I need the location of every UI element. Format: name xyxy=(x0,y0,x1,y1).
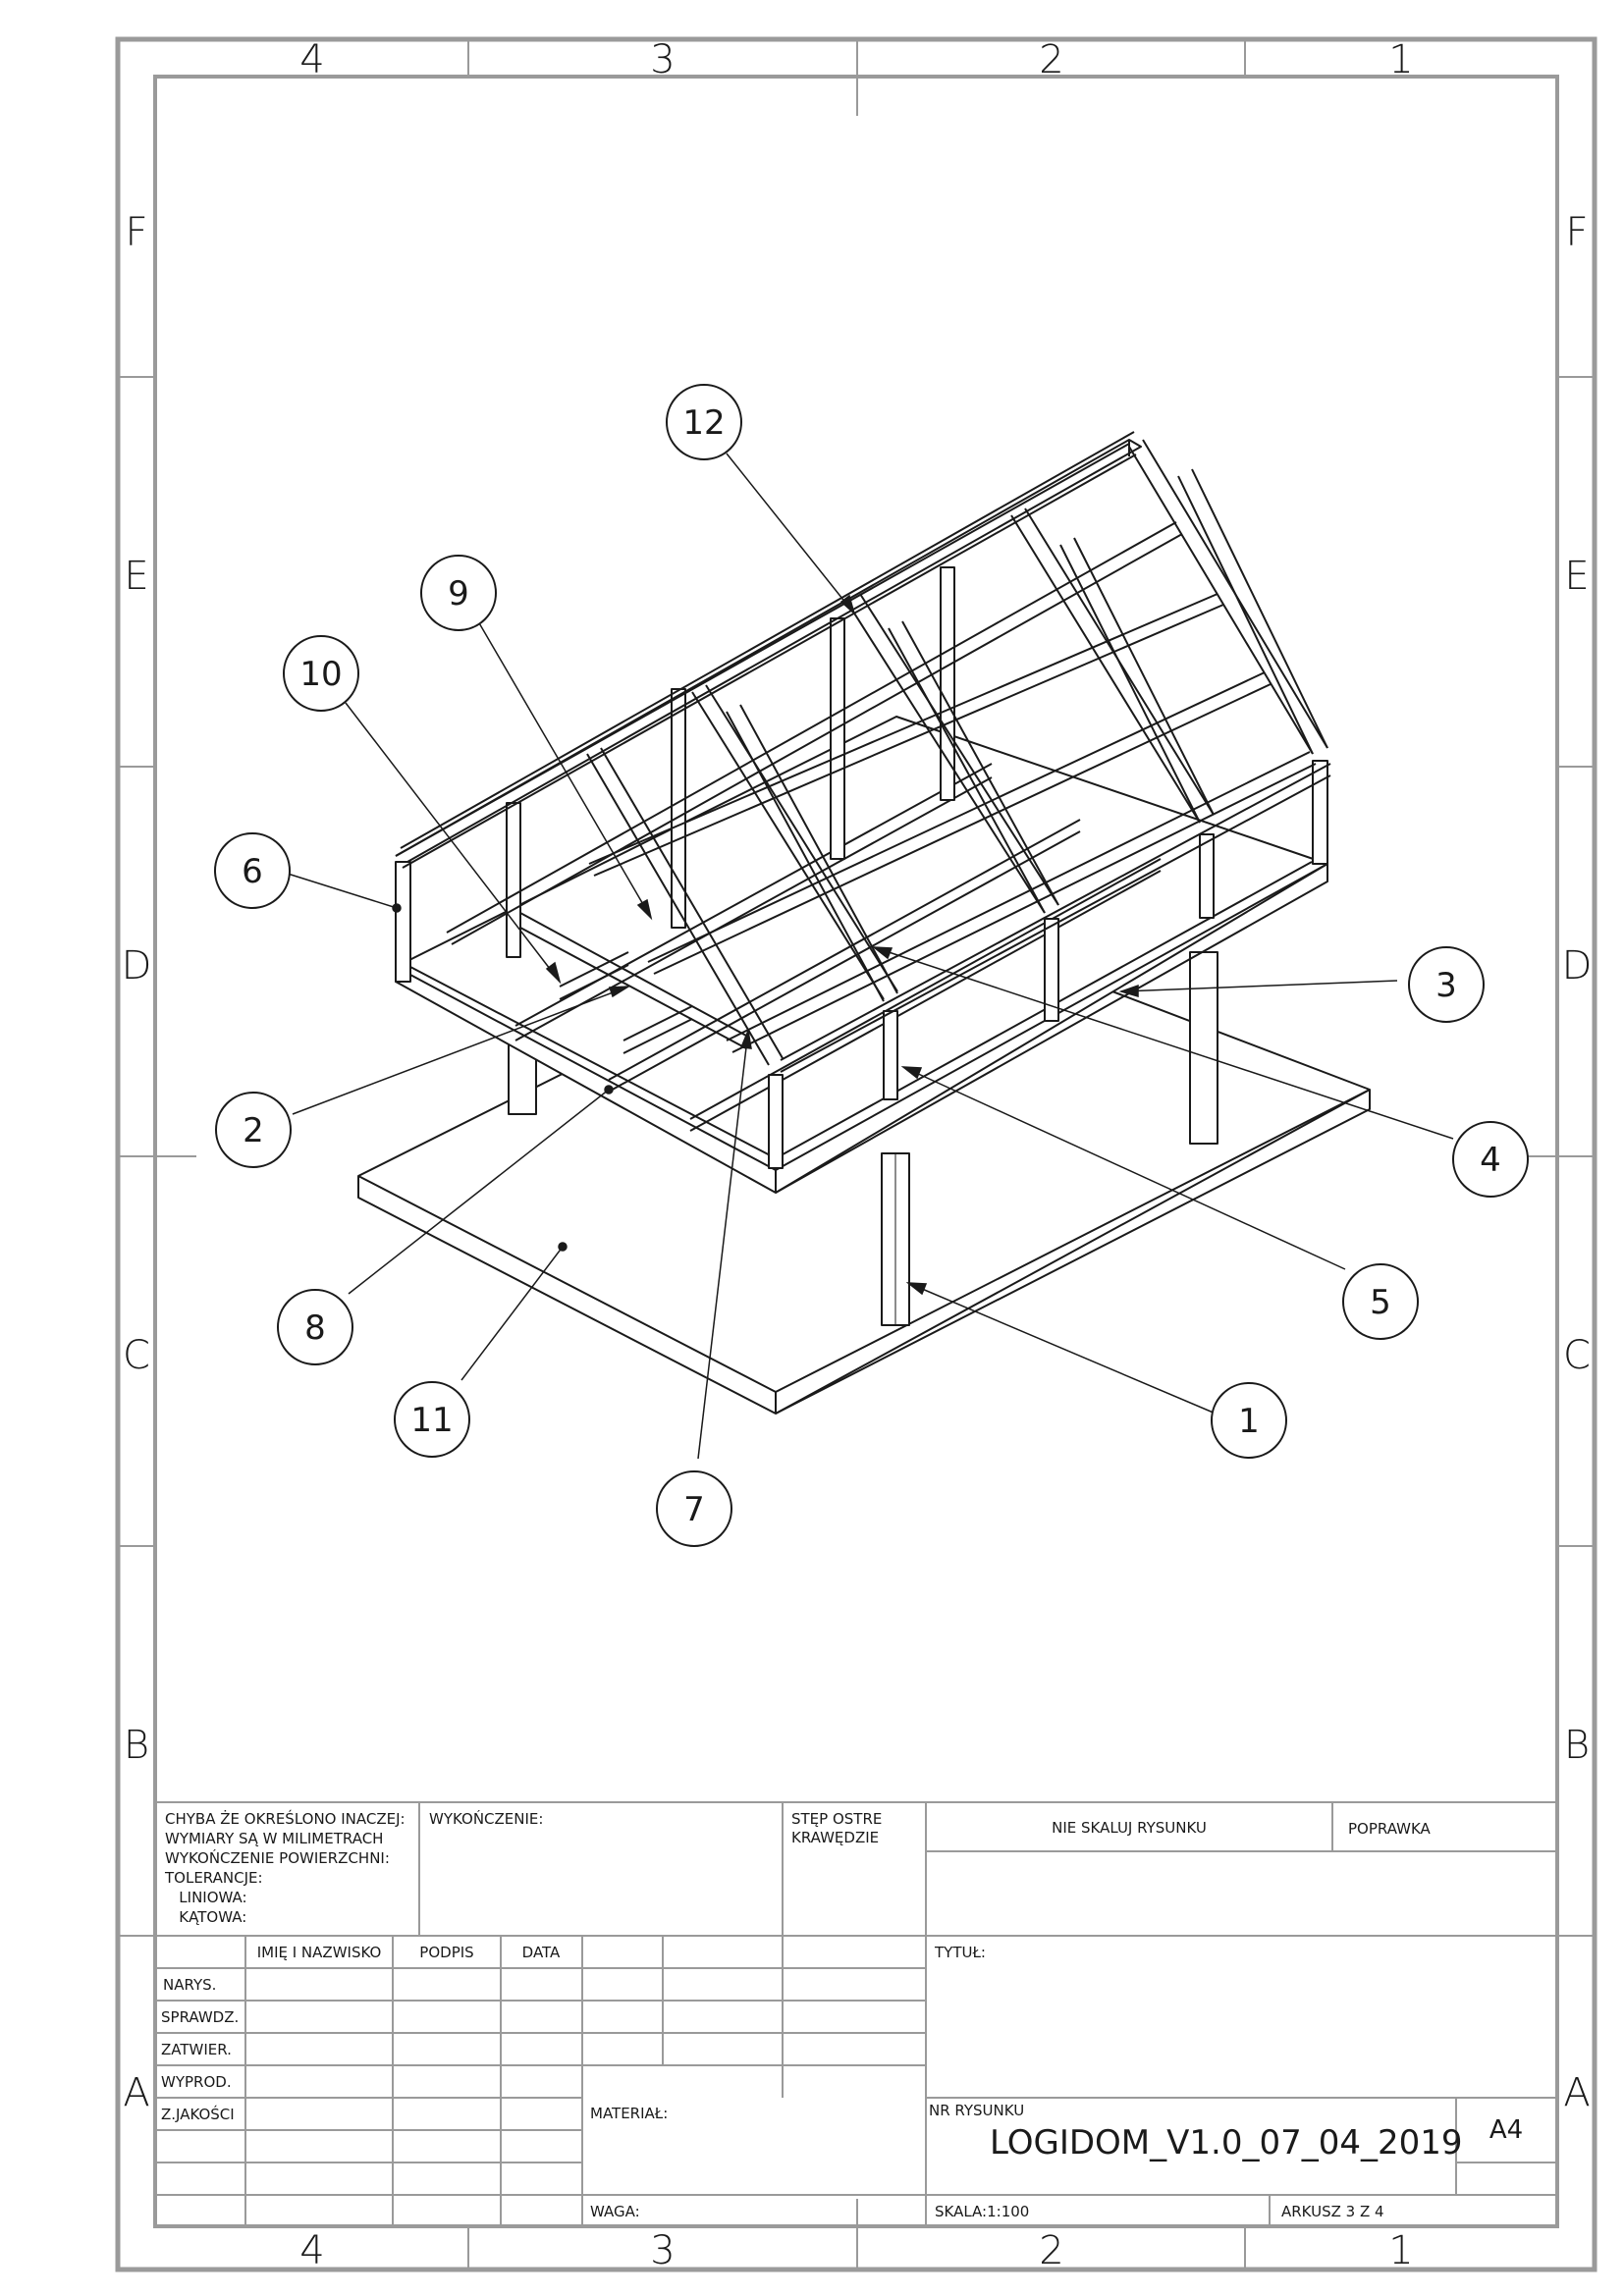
zone-row-left-E: E xyxy=(124,554,149,599)
col-header-name: IMIĘ I NAZWISKO xyxy=(256,1944,382,1961)
role-drawn: NARYS. xyxy=(163,1976,217,1994)
drawing-number: LOGIDOM_V1.0_07_04_2019 xyxy=(990,2123,1463,2163)
balloon-7: 7 xyxy=(683,1490,705,1529)
balloon-3: 3 xyxy=(1435,966,1457,1005)
zone-row-right-E: E xyxy=(1564,554,1590,599)
note-line-2: WYMIARY SĄ W MILIMETRACH xyxy=(165,1830,384,1847)
zone-row-left-C: C xyxy=(123,1333,150,1378)
zone-col-top-1: 4 xyxy=(299,37,325,82)
edges-label-1: STĘP OSTRE xyxy=(791,1810,883,1828)
zone-row-right-A: A xyxy=(1563,2070,1591,2115)
role-manufacturing: WYPROD. xyxy=(161,2073,232,2091)
role-quality: Z.JAKOŚCI xyxy=(161,2106,235,2123)
note-line-6: KĄTOWA: xyxy=(165,1908,247,1926)
finish-label: WYKOŃCZENIE: xyxy=(429,1810,544,1828)
edges-label-2: KRAWĘDZIE xyxy=(791,1829,880,1846)
zone-row-right-C: C xyxy=(1563,1333,1591,1378)
note-line-4: TOLERANCJE: xyxy=(165,1869,263,1887)
note-line-1: CHYBA ŻE OKREŚLONO INACZEJ: xyxy=(165,1810,406,1828)
balloon-1: 1 xyxy=(1238,1402,1260,1441)
zone-col-bottom-2: 3 xyxy=(650,2228,676,2273)
balloon-9: 9 xyxy=(448,574,469,614)
zone-row-left-B: B xyxy=(123,1723,150,1768)
zone-col-top-3: 2 xyxy=(1039,37,1064,82)
note-line-5: LINIOWA: xyxy=(165,1889,247,1906)
weight-label: WAGA: xyxy=(590,2203,640,2220)
material-label: MATERIAŁ: xyxy=(590,2105,669,2122)
balloon-4: 4 xyxy=(1480,1141,1501,1180)
balloon-12: 12 xyxy=(682,403,726,443)
revision-label: POPRAWKA xyxy=(1348,1820,1431,1838)
zone-col-top-4: 1 xyxy=(1388,37,1414,82)
zone-row-right-B: B xyxy=(1563,1723,1591,1768)
col-header-signature: PODPIS xyxy=(419,1944,474,1961)
zone-row-right-F: F xyxy=(1565,210,1589,255)
general-notes xyxy=(164,1809,406,1926)
balloon-6: 6 xyxy=(242,852,263,891)
zone-col-top-2: 3 xyxy=(650,37,676,82)
balloon-11: 11 xyxy=(410,1401,454,1440)
sheet-number: ARKUSZ 3 Z 4 xyxy=(1281,2203,1384,2220)
drawing-no-label: NR RYSUNKU xyxy=(929,2102,1025,2119)
no-scale-note: NIE SKALUJ RYSUNKU xyxy=(1052,1819,1207,1837)
col-header-date: DATA xyxy=(521,1944,561,1961)
balloon-5: 5 xyxy=(1370,1283,1391,1322)
role-checked: SPRAWDZ. xyxy=(161,2008,240,2026)
scale-label: SKALA:1:100 xyxy=(935,2203,1030,2220)
balloon-8: 8 xyxy=(304,1308,326,1348)
balloon-10: 10 xyxy=(299,655,343,694)
zone-row-left-D: D xyxy=(121,943,152,988)
sheet-size: A4 xyxy=(1489,2115,1524,2145)
role-approved: ZATWIER. xyxy=(161,2041,232,2058)
isometric-model xyxy=(358,432,1370,1414)
zone-row-left-A: A xyxy=(123,2070,150,2115)
note-line-3: WYKOŃCZENIE POWIERZCHNI: xyxy=(165,1849,390,1867)
zone-col-bottom-1: 4 xyxy=(299,2228,325,2273)
title-label: TYTUŁ: xyxy=(935,1944,986,1961)
zone-row-right-D: D xyxy=(1561,943,1593,988)
balloon-2: 2 xyxy=(243,1111,264,1150)
zone-row-left-F: F xyxy=(125,210,148,255)
zone-col-bottom-3: 2 xyxy=(1039,2228,1064,2273)
zone-col-bottom-4: 1 xyxy=(1388,2228,1414,2273)
